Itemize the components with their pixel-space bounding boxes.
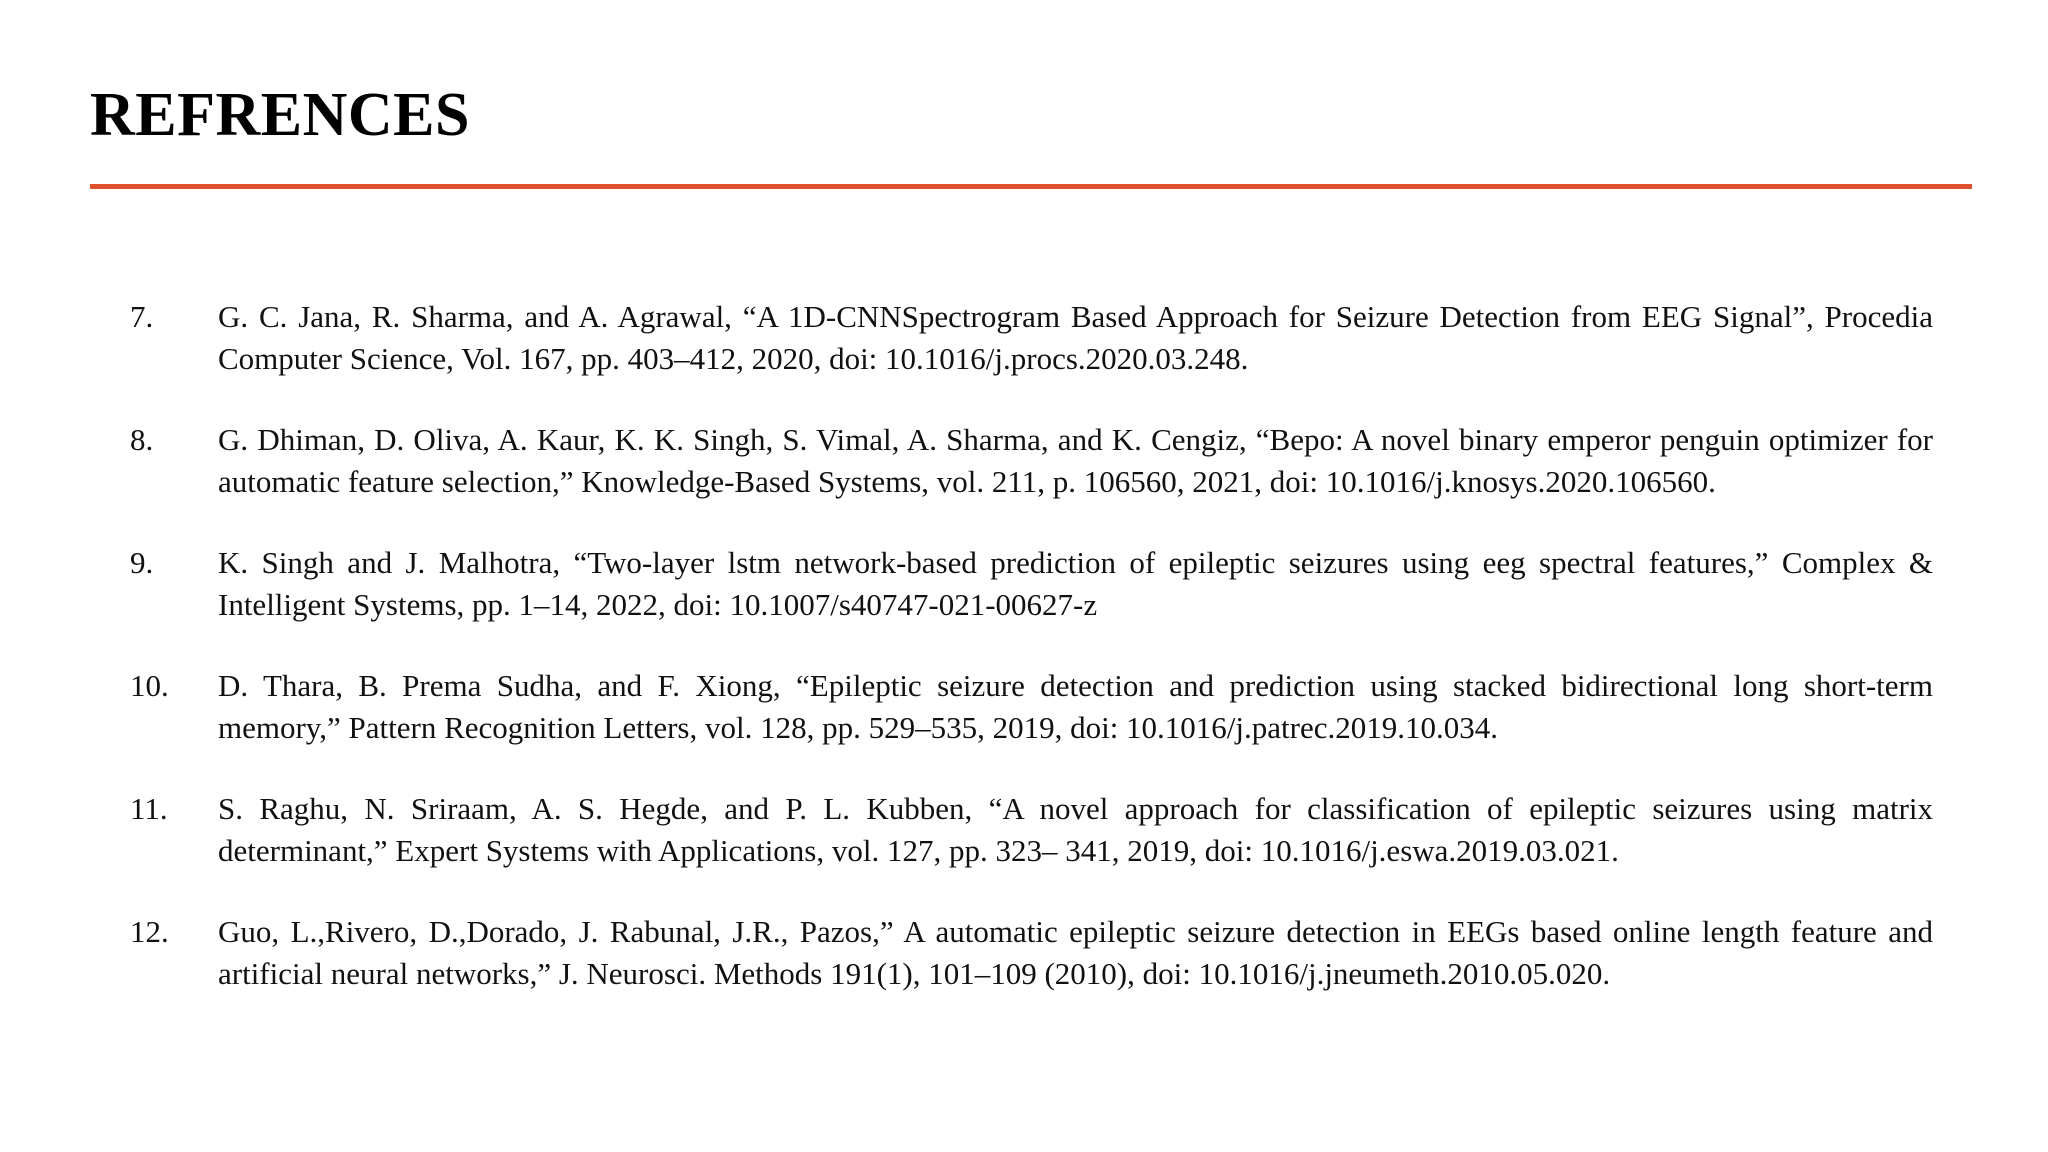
reference-text: D. Thara, B. Prema Sudha, and F. Xiong, “Epileptic seizure detection and prediction using stacked bidirectional long short-term memory,” Pattern Recognition Letters, vol. 128, pp. 529–535, 2019, doi: 10.1016/j.patrec.2019.10.034.	[218, 668, 1933, 745]
reference-text: K. Singh and J. Malhotra, “Two-layer lstm network-based prediction of epileptic seizures using eeg spectral features,” Complex & Intelligent Systems, pp. 1–14, 2022, doi: 10.1007/s40747-021-00627-z	[218, 545, 1933, 622]
reference-text: Guo, L.,Rivero, D.,Dorado, J. Rabunal, J.R., Pazos,” A automatic epileptic seizure detection in EEGs based online length feature and artificial neural networks,” J. Neurosci. Methods 191(1), 101–109 (2010), doi: 10.1016/j.jneumeth.2010.05.020.	[218, 914, 1933, 991]
reference-number: 11.	[130, 791, 168, 826]
reference-item	[130, 419, 1933, 502]
reference-list	[130, 296, 1933, 1034]
reference-number: 8.	[130, 422, 154, 457]
reference-item	[130, 296, 1933, 379]
reference-number: 7.	[130, 299, 154, 334]
reference-number: 12.	[130, 914, 169, 949]
reference-text: G. C. Jana, R. Sharma, and A. Agrawal, “A 1D-CNNSpectrogram Based Approach for Seizure Detection from EEG Signal”, Procedia Computer Science, Vol. 167, pp. 403–412, 2020, doi: 10.1016/j.procs.2020.03.248.	[218, 299, 1933, 376]
reference-number: 10.	[130, 668, 169, 703]
reference-text: S. Raghu, N. Sriraam, A. S. Hegde, and P. L. Kubben, “A novel approach for classification of epileptic seizures using matrix determinant,” Expert Systems with Applications, vol. 127, pp. 323– 341, 2019, doi: 10.1016/j.eswa.2019.03.021.	[218, 791, 1933, 868]
reference-item	[130, 665, 1933, 748]
reference-item	[130, 788, 1933, 871]
reference-item	[130, 542, 1933, 625]
reference-item	[130, 911, 1933, 994]
title-divider	[90, 184, 1972, 189]
page-title: REFRENCES	[90, 81, 471, 149]
reference-text: G. Dhiman, D. Oliva, A. Kaur, K. K. Singh, S. Vimal, A. Sharma, and K. Cengiz, “Bepo: A novel binary emperor penguin optimizer for automatic feature selection,” Knowledge-Based Systems, vol. 211, p. 106560, 2021, doi: 10.1016/j.knosys.2020.106560.	[218, 422, 1933, 499]
reference-number: 9.	[130, 545, 154, 580]
